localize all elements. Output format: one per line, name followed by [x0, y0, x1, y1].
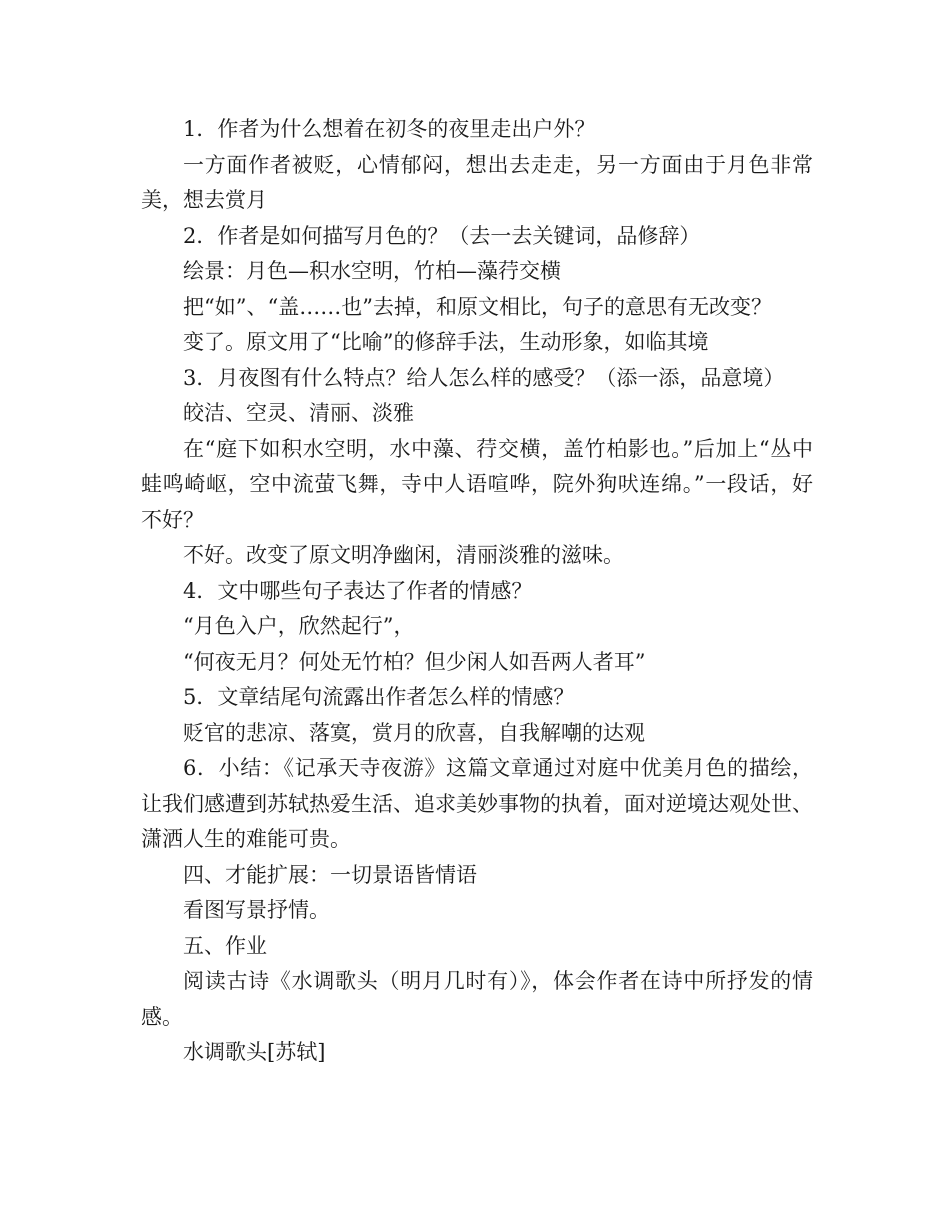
paragraph: 在“庭下如积水空明，水中藻、荇交横，盖竹柏影也。”后加上“丛中蛙鸣崎岖，空中流萤飞舞，寺中人语喧哗，院外狗吠连绵。”一段话，好不好？: [141, 436, 813, 532]
paragraph: 不好。改变了原文明净幽闲，清丽淡雅的滋味。: [183, 543, 624, 567]
paragraph: 2．作者是如何描写月色的？（去一去关键词，品修辞）: [183, 223, 701, 248]
document-body: [141, 112, 813, 1071]
paragraph: 阅读古诗《水调歌头（明月几时有）》，体会作者在诗中所抒发的情感。: [141, 969, 813, 1029]
paragraph: 四、才能扩展：一切景语皆情语: [183, 862, 477, 887]
paragraph: “月色入户，欣然起行”，: [183, 614, 415, 638]
paragraph: 五、作业: [183, 933, 267, 958]
paragraph: 变了。原文用了“比喻”的修辞手法，生动形象，如临其境: [183, 330, 709, 354]
paragraph: 1．作者为什么想着在初冬的夜里走出户外？: [183, 117, 596, 141]
paragraph: 3．月夜图有什么特点？给人怎么样的感受？（添一添，品意境）: [183, 365, 785, 390]
paragraph: 4．文中哪些句子表达了作者的情感？: [183, 578, 533, 603]
paragraph: 把“如”、“盖……也”去掉，和原文相比，句子的意思有无改变？: [183, 294, 772, 319]
paragraph: 5．文章结尾句流露出作者怎么样的情感？: [183, 685, 575, 709]
paragraph: 贬官的悲凉、落寞，赏月的欣喜，自我解嘲的达观: [183, 720, 645, 745]
paragraph: 看图写景抒情。: [183, 898, 330, 922]
paragraph: 一方面作者被贬，心情郁闷，想出去走走，另一方面由于月色非常美，想去赏月: [141, 152, 813, 212]
paragraph: 皎洁、空灵、清丽、淡雅: [183, 401, 414, 425]
paragraph: 6．小结：《记承天寺夜游》这篇文章通过对庭中优美月色的描绘，让我们感遭到苏轼热爱生活、追求美妙事物的执着，面对逆境达观处世、潇洒人生的难能可贵。: [141, 756, 813, 851]
paragraph: 水调歌头[苏轼]: [183, 1040, 326, 1064]
paragraph: “何夜无月？何处无竹柏？但少闲人如吾两人者耳”: [183, 649, 646, 674]
paragraph: 绘景：月色—积水空明，竹柏—藻荇交横: [183, 259, 561, 283]
